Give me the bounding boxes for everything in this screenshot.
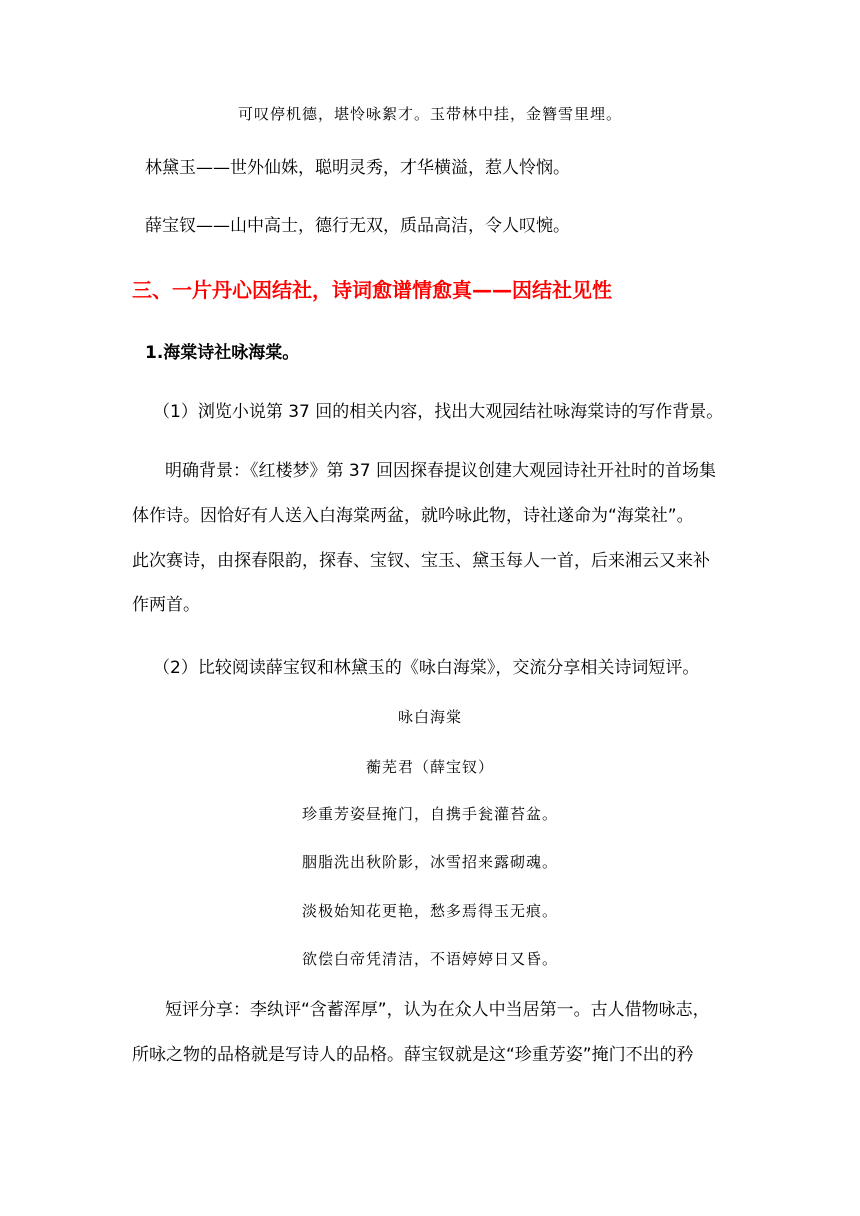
question-2: （2）比较阅读薛宝钗和林黛玉的《咏白海棠》，交流分享相关诗词短评。 [153,658,700,678]
daiyu-summary: 林黛玉——世外仙姝，聪明灵秀，才华横溢，惹人怜悯。 [145,158,570,178]
section-heading: 三、一片丹心因结社，诗词愈谱情愈真——因结社见性 [132,278,612,302]
commentary-line-2: 所咏之物的品格就是写诗人的品格。薛宝钗就是这“珍重芳姿”掩门不出的矜 [132,1045,694,1065]
poem-line-2: 胭脂洗出秋阶影，冰雪招来露砌魂。 [301,853,558,871]
poem-line-3: 淡极始知花更艳，愁多焉得玉无痕。 [301,902,558,920]
poem-title: 咏白海棠 [397,708,462,726]
background-line-1: 明确背景：《红楼梦》第 37 回因探春提议创建大观园诗社开社时的首场集 [165,461,716,481]
background-line-2: 体作诗。因恰好有人送入白海棠两盆，就吟咏此物，诗社遂命为“海棠社”。 [132,506,694,526]
poem-line-1: 珍重芳姿昼掩门，自携手瓮灌苔盆。 [301,805,558,823]
background-line-3: 此次赛诗，由探春限韵，探春、宝钗、宝玉、黛玉每人一首，后来湘云又来补 [132,551,710,571]
poem-closing-line: 可叹停机德，堪怜咏絮才。玉带林中挂，金簪雪里埋。 [237,105,622,123]
subsection-heading: 1.海棠诗社咏海棠。 [145,343,300,363]
question-1: （1）浏览小说第 37 回的相关内容，找出大观园结社咏海棠诗的写作背景。 [153,402,724,422]
background-line-4: 作两首。 [132,595,200,615]
poem-author: 蘅芜君（薛宝钗） [365,758,494,776]
baochai-summary: 薛宝钗——山中高士，德行无双，质品高洁，令人叹惋。 [145,216,570,236]
poem-line-4: 欲偿白帝凭清洁，不语婷婷日又昏。 [301,950,558,968]
commentary-line-1: 短评分享：李纨评“含蓄浑厚”，认为在众人中当居第一。古人借物咏志， [165,1000,710,1020]
